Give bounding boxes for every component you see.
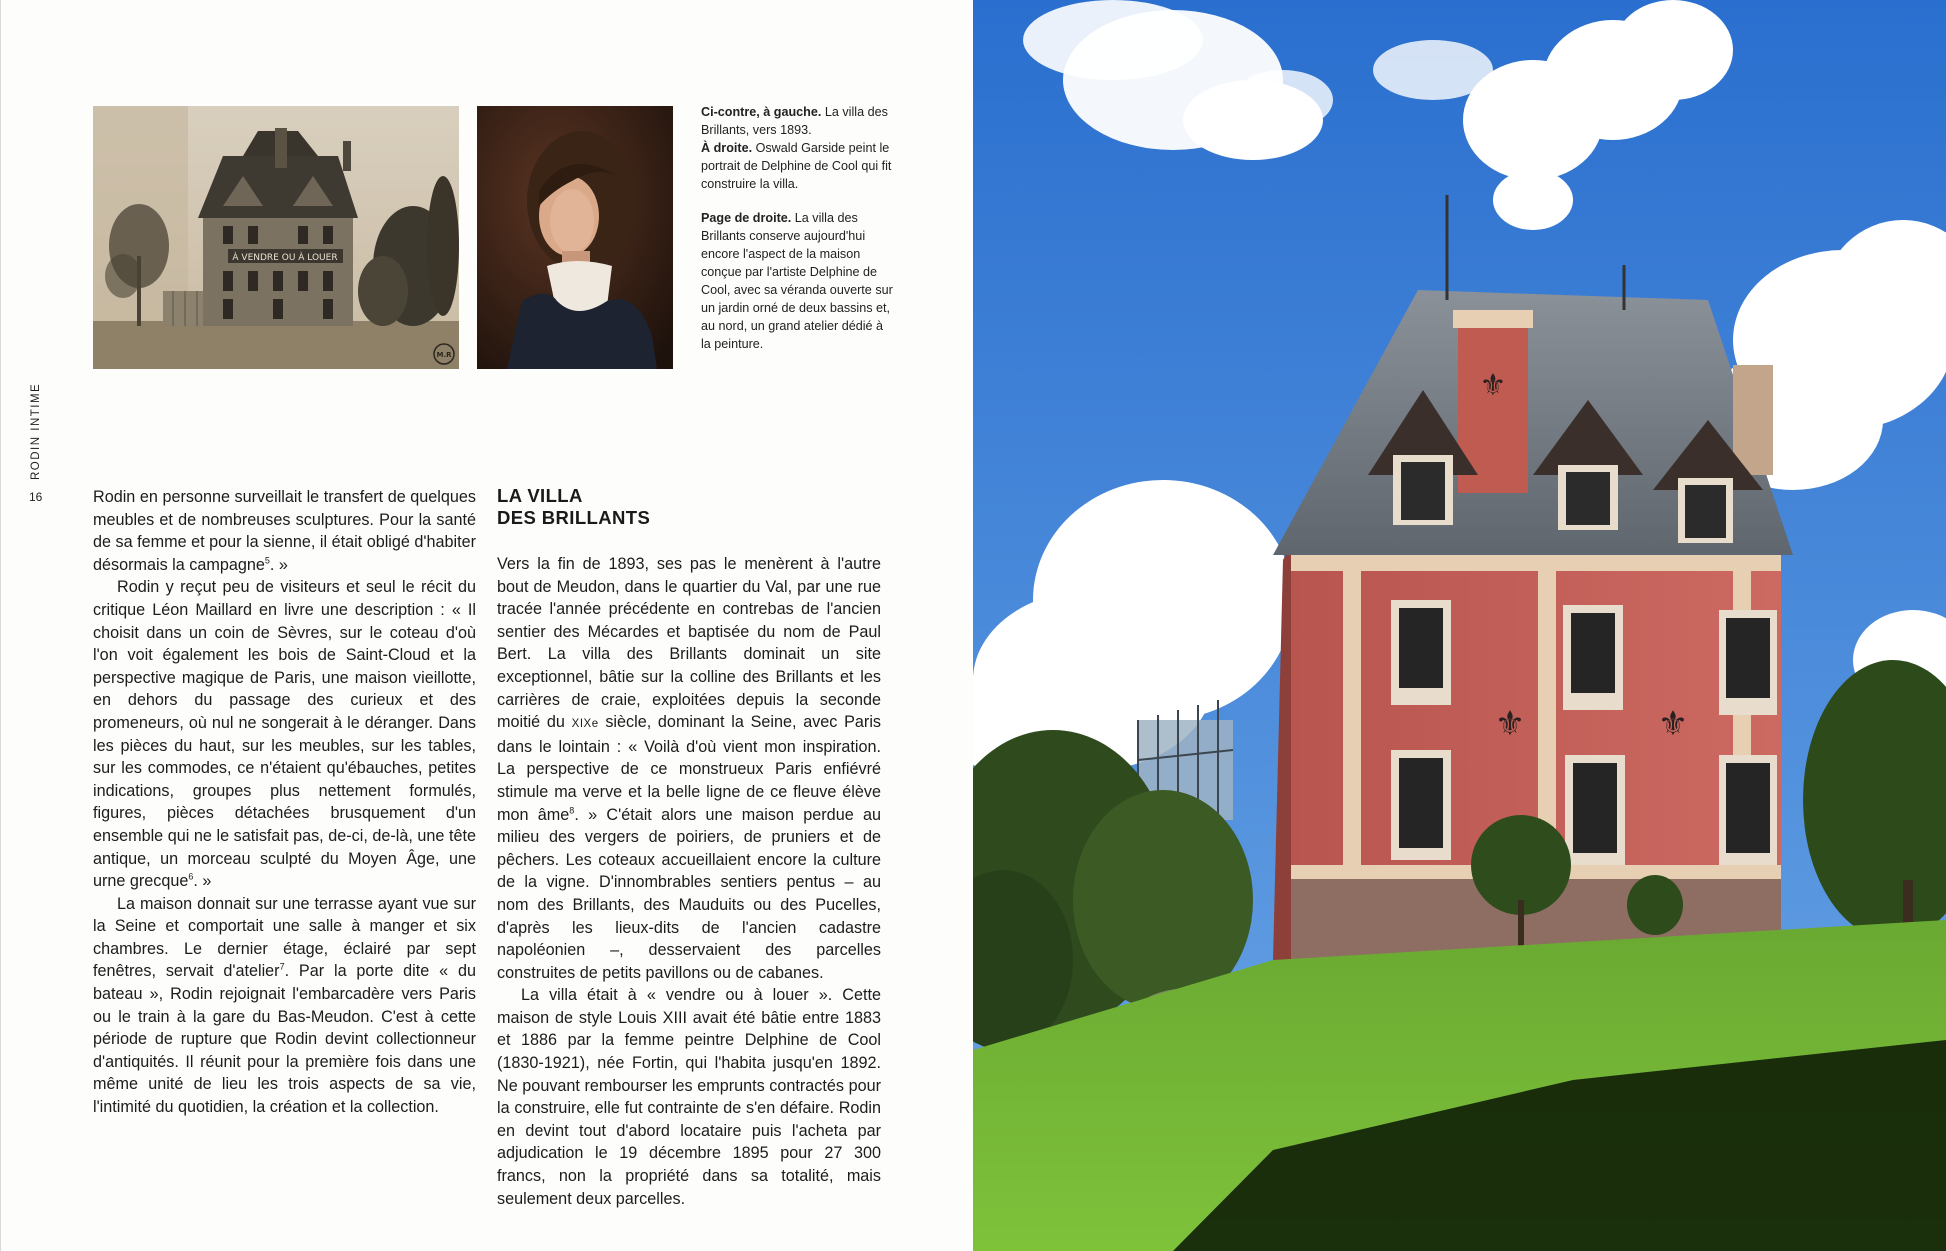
paragraph: [497, 553, 881, 984]
caption-facing-page: [701, 209, 896, 353]
running-head: [30, 382, 44, 490]
section-heading-line: DES BRILLANTS: [497, 507, 651, 528]
wrought-iron-ornament: ⚜: [1479, 368, 1507, 403]
caption-left-lead: Ci-contre, à gauche.: [701, 105, 822, 119]
paragraph: [497, 984, 881, 1210]
footnote-ref: 5: [264, 555, 270, 566]
caption-right-lead: À droite.: [701, 141, 753, 155]
text-run: La villa était à « vendre ou à louer ». Cette maison de style Louis XIII avait été bâtie entre 1883 et 1886 par la femme peintre Delphine de Cool (1830-1921), née Fortin, qui l'habita jusqu'en 1892. Ne pouvant rembourser les emprunts contractés pour la construire, elle fut contrainte de s'en défaire. Rodin en devint tout d'abord locataire puis l'acheta par adjudication le 19 décembre 1895 pour 27 300 francs, non la propriété dans sa totalité, mais seulement deux parcelles.: [497, 986, 881, 1208]
caption-left-photo: [701, 103, 896, 193]
footnote-ref: 8: [569, 805, 575, 816]
text-run: Rodin y reçut peu de visiteurs et seul le récit du critique Léon Maillard en livre une description : « Il choisit dans un coin de Sèvres, sur le coteau d'où l'on voit également les bois de Saint-Cloud et la perspective magique de Paris, une maison vieillotte, en dehors du passage des curieux et des promeneurs, où nul ne songerait à le déranger. Dans les pièces du haut, sur les meubles, sur les tables, sur les commodes, ce n'étaient qu'ébauches, petites indications, groupes plus nettement formulés, figures, pièces détachées brusquement d'un ensemble qui ne le satisfait pas, de-ci, de-là, une tête antique, un morceau sculpté du Moyen Âge, une urne grecque: [93, 578, 476, 891]
text-run: . »: [193, 872, 212, 891]
footnote-ref: 6: [188, 871, 194, 882]
body-column-right: [497, 553, 881, 1210]
text-run: Vers la fin de 1893, ses pas le menèrent à l'autre bout de Meudon, dans le quartier du Val, par une rue tracée l'année précédente en contrebas de l'ancien sentier des Mécardes et baptisée du nom de Paul Bert. La villa des Brillants dominait un site exceptionnel, bâtie sur la colline des Brillants et les carrières de craie, exploitées depuis la seconde moitié du: [497, 555, 881, 732]
paragraph: [93, 576, 476, 892]
villa-photo-image: [973, 0, 1946, 1251]
page-number: 16: [29, 490, 43, 504]
text-run: La maison donnait sur une terrasse ayant vue sur la Seine et comportait une salle à manger et six chambres. Le dernier étage, éclairé par sept fenêtres, servait d'atelier: [93, 894, 476, 981]
caption-left-text: La villa des Brillants, vers 1893.: [701, 105, 888, 137]
paragraph: [93, 893, 476, 1119]
caption-right-text: Oswald Garside peint le portrait de Delphine de Cool qui fit construire la villa.: [701, 141, 892, 191]
portrait-image: [477, 106, 673, 369]
section-heading-line: LA VILLA: [497, 485, 583, 506]
svg-text:⚜: ⚜: [1657, 704, 1689, 744]
ground-floor-windows: [1391, 750, 1777, 865]
villa-des-brillants-photo: [973, 0, 1946, 1251]
text-run: . Par la porte dite « du bateau », Rodin rejoignait l'embarcadère vers Paris ou le train à la gare du Bas-Meudon. C'est à cette période de rupture que Rodin devint collectionneur d'antiquités. Il réunit pour la première fois dans une même unité de lieu les trois aspects de sa vie, l'intimité du quotidien, la création et la collection.: [93, 962, 476, 1117]
villa-sign-text: À VENDRE OU À LOUER: [232, 253, 338, 263]
paragraph: [93, 486, 476, 576]
text-run: Rodin en personne surveillait le transfert de quelques meubles et de nombreuses sculptures. Pour la santé de sa femme et pour la sienne, il était obligé d'habiter désormais la campagne: [93, 488, 476, 574]
text-run: . »: [269, 555, 288, 574]
running-head-text: RODIN INTIME: [30, 382, 42, 480]
villa-1893-photo: [93, 106, 459, 369]
footnote-ref: 7: [279, 962, 285, 973]
section-heading: [497, 485, 881, 529]
text-run: . » C'était alors une maison perdue au milieu des vergers de poiriers, de pruniers et de pêchers. Les coteaux accueillaient encore la culture de la vigne. D'innombrables sentiers pentus – au nom des Brillants, des Mauduits ou des Pucelles, d'après les lieux-dits de l'ancien cadastre napoléonien –, desservaient des parcelles construites de petits pavillons ou de cabanes.: [497, 805, 882, 982]
century-numeral: XIXe: [571, 718, 599, 731]
photo-captions: [701, 103, 896, 369]
text-run: siècle, dominant la Seine, avec Paris dans le lointain : « Voilà d'où vient mon inspiration. La perspective de ce monstrueux Paris enfiévré stimule ma verve et la belle ligne de ce fleuve élève mon âme: [497, 713, 882, 824]
first-floor-windows: [1391, 600, 1777, 715]
caption-facing-lead: Page de droite.: [701, 211, 792, 225]
caption-facing-text: La villa des Brillants conserve aujourd'hui encore l'aspect de la maison conçue par l'artiste Delphine de Cool, avec sa véranda ouverte sur un jardin orné de deux bassins et, au nord, un grand atelier dédié à la peinture.: [701, 211, 893, 351]
body-column-left: [93, 486, 476, 1119]
portrait-delphine-de-cool: [477, 106, 673, 369]
stamp-text: M.R: [436, 351, 452, 359]
svg-text:⚜: ⚜: [1494, 704, 1526, 744]
villa-1893-image: [93, 106, 459, 369]
